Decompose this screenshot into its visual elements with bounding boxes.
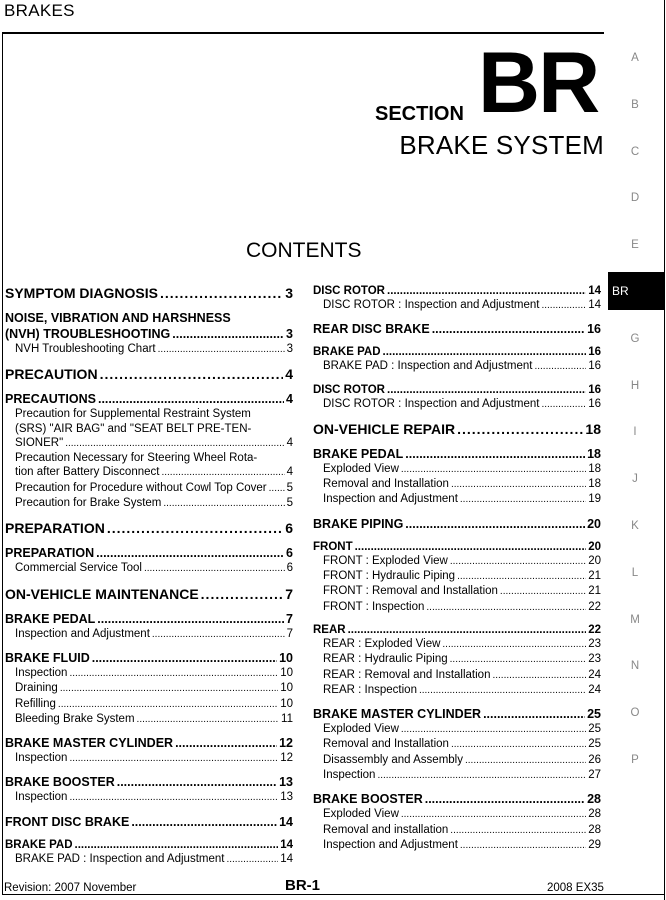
toc-entry-label: DISC ROTOR : Inspection and Adjustment <box>323 397 540 410</box>
dot-leader <box>401 807 586 822</box>
dot-leader <box>60 681 278 696</box>
toc-subentry[interactable] <box>313 668 601 683</box>
toc-entry-label: BRAKE PEDAL <box>5 611 96 626</box>
toc-entry-label: Inspection <box>15 791 68 804</box>
toc-heading[interactable] <box>313 706 601 722</box>
toc-entry-label: Inspection and Adjustment <box>15 627 150 640</box>
toc-heading[interactable] <box>5 735 293 751</box>
footer-model: 2008 EX35 <box>547 882 604 894</box>
toc-page-number: 20 <box>588 554 601 567</box>
toc-entry-label: BRAKE PIPING <box>313 516 404 531</box>
toc-page-number: 10 <box>280 666 293 679</box>
toc-entry-label: DISC ROTOR <box>313 285 385 297</box>
toc-subentry[interactable] <box>313 637 601 652</box>
toc-heading[interactable] <box>5 585 293 603</box>
toc-page-number: 20 <box>587 516 601 531</box>
toc-page-number: 7 <box>286 611 293 626</box>
toc-page-number: 25 <box>588 738 601 751</box>
toc-page-number: 10 <box>279 650 293 665</box>
toc-page-number: 10 <box>280 682 293 695</box>
toc-entry-label: Refilling <box>15 697 56 710</box>
toc-entry-label: Removal and Installation <box>323 738 449 751</box>
dot-leader <box>450 554 586 569</box>
toc-heading[interactable] <box>5 838 293 852</box>
toc-entry-label: BRAKE PAD : Inspection and Adjustment <box>323 360 533 373</box>
toc-subentry[interactable] <box>313 492 601 507</box>
toc-entry-label: PREPARATION <box>5 520 105 537</box>
dot-leader <box>58 697 278 712</box>
section-label: SECTION <box>375 103 464 125</box>
dot-leader <box>65 436 284 451</box>
toc-page-number: 16 <box>588 360 601 373</box>
toc-entry-label: BRAKE PEDAL <box>313 446 404 461</box>
tab-active-br[interactable]: BR <box>608 272 665 310</box>
dot-leader <box>541 298 586 313</box>
toc-subentry[interactable] <box>5 852 293 867</box>
toc-entry-label: SYMPTOM DIAGNOSIS <box>5 285 158 301</box>
toc-entry-label: REAR DISC BRAKE <box>313 322 430 337</box>
dot-leader <box>107 519 283 537</box>
toc-subentry[interactable] <box>313 823 601 838</box>
toc-page-number: 16 <box>587 322 601 337</box>
dot-leader <box>172 326 284 342</box>
toc-heading[interactable] <box>313 284 601 298</box>
dot-leader <box>387 284 586 298</box>
toc-page-number: 16 <box>588 346 601 359</box>
toc-entry[interactable] <box>5 310 293 342</box>
toc-entry-label-line: (NVH) TROUBLESHOOTING <box>5 327 171 341</box>
dot-leader <box>117 774 277 790</box>
toc-subentry[interactable] <box>313 569 601 584</box>
toc-subentry[interactable] <box>313 753 601 768</box>
dot-leader <box>450 652 587 667</box>
toc-entry-label: REAR : Removal and Installation <box>323 668 491 681</box>
dot-leader <box>442 637 586 652</box>
toc-page-number: 6 <box>285 520 293 537</box>
toc-subentry[interactable] <box>313 838 601 853</box>
toc-page-number: 23 <box>588 653 601 666</box>
tab-o[interactable]: O <box>630 707 640 720</box>
toc-heading[interactable] <box>5 391 293 407</box>
toc-subentry[interactable] <box>313 462 601 477</box>
dot-leader <box>460 492 586 507</box>
toc-entry-label: DISC ROTOR <box>313 383 385 396</box>
toc-subentry[interactable] <box>313 737 601 752</box>
toc-page-number: 14 <box>280 838 293 851</box>
toc-subentry[interactable] <box>5 681 293 696</box>
toc-entry-label: Disassembly and Assembly <box>323 753 463 766</box>
toc-entry-label: Precaution for Procedure without Cowl Top Cover <box>15 481 267 494</box>
dot-leader <box>451 737 586 752</box>
dot-leader <box>460 838 586 853</box>
toc-heading[interactable] <box>313 420 601 438</box>
toc-entry-label: PRECAUTIONS <box>5 392 96 407</box>
toc-page-number: 27 <box>588 769 601 782</box>
toc-page-number: 11 <box>281 712 293 725</box>
toc-page-number: 26 <box>588 753 601 766</box>
dot-leader <box>419 683 586 698</box>
toc-page-number: 3 <box>286 327 293 341</box>
section-code: BR <box>478 35 599 131</box>
toc-page-number: 19 <box>588 493 601 506</box>
toc-page-number: 4 <box>286 392 293 407</box>
toc-subentry[interactable] <box>313 397 601 412</box>
toc-heading[interactable] <box>5 774 293 790</box>
dot-leader <box>451 477 586 492</box>
toc-page-number: 22 <box>588 623 601 636</box>
tab-n[interactable]: N <box>630 660 640 673</box>
toc-page-number: 3 <box>285 285 293 301</box>
tab-l[interactable]: L <box>631 566 639 579</box>
dot-leader <box>450 823 586 838</box>
toc-page-number: 4 <box>286 436 293 449</box>
toc-page-number: 12 <box>280 752 293 765</box>
toc-heading[interactable] <box>313 791 601 807</box>
toc-heading[interactable] <box>5 814 293 830</box>
dot-leader <box>160 284 283 302</box>
tab-g[interactable]: G <box>630 332 640 345</box>
dot-leader <box>144 561 285 576</box>
contents-title: CONTENTS <box>246 239 362 262</box>
toc-entry-label: REAR : Exploded View <box>323 637 441 650</box>
dot-leader <box>500 584 586 599</box>
toc-entry[interactable] <box>5 451 293 481</box>
toc-entry-label: Inspection and Adjustment <box>323 493 458 506</box>
dot-leader <box>425 791 585 807</box>
dot-leader <box>457 420 583 438</box>
toc-entry-label: NVH Troubleshooting Chart <box>15 343 156 355</box>
dot-leader <box>98 391 284 407</box>
toc-page-number: 10 <box>280 697 293 710</box>
toc-page-number: 16 <box>588 397 601 410</box>
tab-p[interactable]: P <box>631 754 639 766</box>
toc-entry-label: Commercial Service Tool <box>15 562 142 575</box>
toc-entry-label-line: SIONER" <box>15 436 64 449</box>
dot-leader <box>401 462 586 477</box>
toc-page-number: 29 <box>588 838 601 851</box>
toc-entry-label: BRAKE MASTER CYLINDER <box>313 707 482 722</box>
toc-entry-label: BRAKE BOOSTER <box>5 775 115 790</box>
toc-page-number: 25 <box>587 707 601 722</box>
toc-entry-label: Draining <box>15 682 58 695</box>
dot-leader <box>348 623 587 637</box>
toc-subentry[interactable] <box>313 554 601 569</box>
toc-subentry[interactable] <box>5 790 293 805</box>
toc-subentry[interactable] <box>313 298 601 313</box>
tab-k[interactable]: K <box>631 520 639 532</box>
toc-page-number: 7 <box>285 585 293 602</box>
toc-subentry[interactable] <box>5 481 293 496</box>
toc-heading[interactable] <box>5 611 293 627</box>
toc-subentry[interactable] <box>5 496 293 511</box>
toc-heading[interactable] <box>313 383 601 397</box>
toc-page-number: 28 <box>588 823 601 836</box>
header-title: BRAKES <box>4 1 75 20</box>
toc-page-number: 3 <box>286 343 293 355</box>
toc-page-number: 14 <box>280 852 293 865</box>
header-rule <box>2 32 604 34</box>
dot-leader <box>483 706 585 722</box>
toc-entry-label: Inspection <box>323 769 376 782</box>
page-border-left <box>2 32 3 894</box>
tab-m[interactable]: M <box>630 613 640 626</box>
dot-leader <box>457 569 586 584</box>
toc-page-number: 23 <box>588 637 601 650</box>
toc-page-number: 22 <box>588 600 601 613</box>
toc-subentry[interactable] <box>5 342 293 357</box>
toc-subentry[interactable] <box>313 807 601 822</box>
toc-heading[interactable] <box>5 284 293 302</box>
toc-page-number: 18 <box>588 478 601 491</box>
tab-e[interactable]: E <box>631 239 639 252</box>
dot-leader <box>92 650 277 666</box>
toc-subentry[interactable] <box>313 584 601 599</box>
toc-heading[interactable] <box>313 516 601 532</box>
dot-leader <box>383 345 587 359</box>
dot-leader <box>161 465 284 480</box>
toc-subentry[interactable] <box>313 477 601 492</box>
toc-entry-label: PRECAUTION <box>5 366 98 383</box>
toc-subentry[interactable] <box>5 561 293 576</box>
toc-page-number: 21 <box>588 570 601 583</box>
toc-heading[interactable] <box>313 540 601 554</box>
toc-page-number: 14 <box>588 299 601 311</box>
toc-heading[interactable] <box>5 545 293 561</box>
toc-subentry[interactable] <box>313 683 601 698</box>
toc-entry-label: ON-VEHICLE MAINTENANCE <box>5 585 199 602</box>
toc-page-number: 21 <box>588 585 601 598</box>
dot-leader <box>387 383 586 397</box>
toc-entry-label: REAR : Hydraulic Piping <box>323 653 448 666</box>
dot-leader <box>541 397 586 412</box>
toc-page-number: 28 <box>587 792 601 807</box>
dot-leader <box>69 790 278 805</box>
tab-h[interactable]: H <box>630 379 640 392</box>
toc-entry-label: FRONT DISC BRAKE <box>5 814 130 829</box>
toc-page-number: 18 <box>588 462 601 475</box>
toc-entry-label: FRONT : Hydraulic Piping <box>323 570 456 583</box>
dot-leader <box>465 753 586 768</box>
dot-leader <box>69 751 278 766</box>
toc-page-number: 18 <box>585 420 601 437</box>
dot-leader <box>377 768 586 783</box>
toc-entry-label: BRAKE PAD : Inspection and Adjustment <box>15 852 225 865</box>
toc-entry-label: Exploded View <box>323 462 399 475</box>
page-border-bottom <box>2 894 664 895</box>
dot-leader <box>158 342 285 357</box>
toc-page-number: 13 <box>280 791 293 804</box>
dot-leader <box>226 852 278 867</box>
dot-leader <box>401 722 586 737</box>
toc-page-number: 16 <box>588 383 601 396</box>
toc-entry-label: BRAKE MASTER CYLINDER <box>5 736 174 751</box>
tab-a[interactable]: A <box>631 52 639 64</box>
toc-subentry[interactable] <box>313 722 601 737</box>
dot-leader <box>201 585 284 603</box>
toc-heading[interactable] <box>313 345 601 359</box>
toc-entry-label: DISC ROTOR : Inspection and Adjustment <box>323 299 540 311</box>
toc-entry-label: Inspection <box>15 752 68 765</box>
toc-subentry[interactable] <box>5 712 293 727</box>
toc-page-number: 25 <box>588 723 601 736</box>
toc-entry-label: BRAKE PAD <box>5 838 73 851</box>
toc-subentry[interactable] <box>313 652 601 667</box>
dot-leader <box>432 321 585 337</box>
toc-entry-label: FRONT : Exploded View <box>323 554 448 567</box>
toc-subentry[interactable] <box>5 751 293 766</box>
dot-leader <box>100 365 284 383</box>
tab-d[interactable]: D <box>630 192 640 205</box>
toc-subentry[interactable] <box>313 768 601 783</box>
dot-leader <box>163 496 284 511</box>
toc-entry-label: Bleeding Brake System <box>15 712 135 725</box>
footer-page-number: BR-1 <box>285 877 321 894</box>
toc-page-number: 7 <box>286 627 293 640</box>
toc-entry-label: FRONT <box>313 540 353 553</box>
dot-leader <box>97 611 284 627</box>
toc-left-column <box>5 284 293 867</box>
toc-heading[interactable] <box>313 321 601 337</box>
dot-leader <box>96 545 284 561</box>
toc-entry-label: BRAKE PAD <box>313 346 381 359</box>
toc-right-column <box>313 284 601 853</box>
toc-entry-label: BRAKE FLUID <box>5 650 90 665</box>
dot-leader <box>69 666 278 681</box>
tab-b[interactable]: B <box>631 98 639 111</box>
toc-entry-label-line: Precaution for Supplemental Restraint System <box>15 408 251 421</box>
toc-entry-label: Removal and installation <box>323 823 449 836</box>
dot-leader <box>131 814 277 830</box>
toc-page-number: 12 <box>279 736 293 751</box>
toc-entry-label: REAR <box>313 623 346 636</box>
toc-page-number: 5 <box>286 481 293 494</box>
toc-entry-label: Precaution for Brake System <box>15 497 162 510</box>
toc-entry[interactable] <box>5 407 293 451</box>
toc-page-number: 4 <box>286 466 293 479</box>
toc-entry-label: Inspection <box>15 666 68 679</box>
toc-entry-label: Inspection and Adjustment <box>323 838 458 851</box>
toc-page-number: 24 <box>588 683 601 696</box>
toc-entry-label-line: NOISE, VIBRATION AND HARSHNESS <box>5 311 231 325</box>
toc-entry-label: FRONT : Removal and Installation <box>323 585 498 598</box>
tab-j[interactable]: J <box>632 473 638 486</box>
toc-subentry[interactable] <box>5 666 293 681</box>
dot-leader <box>152 627 285 642</box>
toc-entry-label-line: tion after Battery Disconnect <box>15 466 160 479</box>
toc-entry-label-line: Precaution Necessary for Steering Wheel Rota- <box>15 452 258 465</box>
toc-page-number: 13 <box>279 775 293 790</box>
toc-page-number: 24 <box>588 668 601 681</box>
toc-subentry[interactable] <box>313 359 601 374</box>
toc-page-number: 28 <box>588 808 601 821</box>
toc-entry-label: BRAKE BOOSTER <box>313 792 423 807</box>
dot-leader <box>405 446 585 462</box>
toc-entry-label: ON-VEHICLE REPAIR <box>313 420 456 437</box>
dot-leader <box>426 600 586 615</box>
toc-entry-label: Exploded View <box>323 723 399 736</box>
dot-leader <box>492 668 586 683</box>
footer-revision: Revision: 2007 November <box>4 882 137 894</box>
toc-entry-label: PREPARATION <box>5 546 95 561</box>
toc-page-number: 14 <box>279 814 293 829</box>
toc-page-number: 6 <box>286 562 293 575</box>
toc-page-number: 6 <box>286 546 293 561</box>
dot-leader <box>405 516 585 532</box>
dot-leader <box>269 481 285 496</box>
toc-page-number: 14 <box>588 285 601 297</box>
toc-entry-label: Removal and Installation <box>323 478 449 491</box>
toc-subentry[interactable] <box>5 697 293 712</box>
toc-page-number: 4 <box>285 366 293 383</box>
toc-heading[interactable] <box>5 650 293 666</box>
toc-heading[interactable] <box>313 623 601 637</box>
toc-entry-label: REAR : Inspection <box>323 683 417 696</box>
toc-heading[interactable] <box>5 519 293 537</box>
toc-entry-label: FRONT : Inspection <box>323 600 425 613</box>
toc-page-number: 18 <box>587 446 601 461</box>
dot-leader <box>137 712 280 727</box>
section-name: BRAKE SYSTEM <box>399 130 604 160</box>
toc-subentry[interactable] <box>5 627 293 642</box>
toc-page-number: 20 <box>588 540 601 553</box>
dot-leader <box>534 359 586 374</box>
dot-leader <box>75 838 279 852</box>
toc-page-number: 5 <box>286 497 293 510</box>
tab-c[interactable]: C <box>630 145 640 158</box>
toc-heading[interactable] <box>313 446 601 462</box>
dot-leader <box>355 540 587 554</box>
toc-heading[interactable] <box>5 365 293 383</box>
toc-entry-label-line: (SRS) "AIR BAG" and "SEAT BELT PRE-TEN- <box>15 422 252 435</box>
dot-leader <box>175 735 277 751</box>
toc-entry-label: Exploded View <box>323 808 399 821</box>
tab-i[interactable]: I <box>633 426 637 439</box>
toc-subentry[interactable] <box>313 600 601 615</box>
